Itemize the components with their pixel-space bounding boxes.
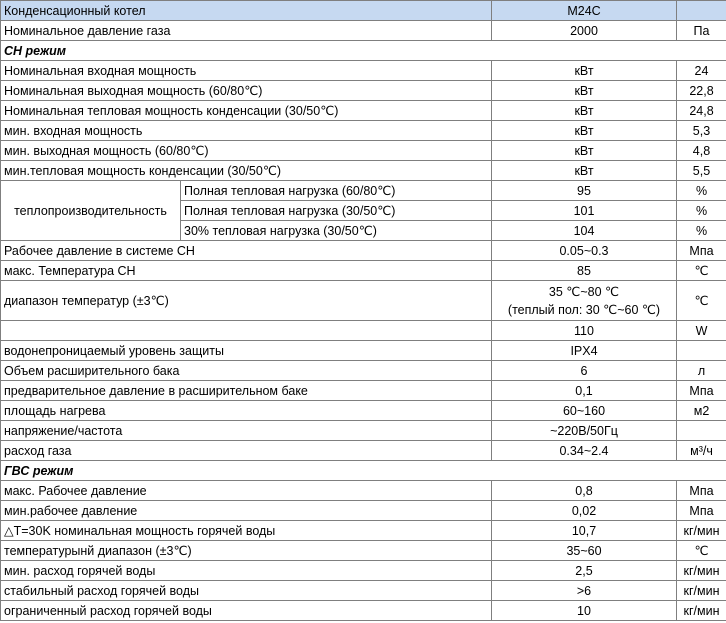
table-row [1, 441, 726, 461]
row-unit: кг/мин [677, 601, 726, 621]
row-value: 110 [492, 321, 677, 341]
row-value: 60~160 [492, 401, 677, 421]
row-unit: кВт [492, 141, 677, 161]
table-row [1, 141, 726, 161]
table-row [1, 501, 726, 521]
table-row [1, 421, 726, 441]
row-label: Номинальная выходная мощность (60/80℃) [1, 81, 492, 101]
table-row [1, 21, 726, 41]
row-label: макс. Рабочее давление [1, 481, 492, 501]
row-label: макс. Температура CH [1, 261, 492, 281]
row-unit: Па [677, 21, 726, 41]
sub-row-value: 95 [492, 181, 677, 201]
table-row [1, 81, 726, 101]
table-row [1, 181, 726, 201]
section-title-ch: CH режим [1, 41, 726, 61]
row-unit [677, 421, 726, 441]
table-row [1, 281, 726, 321]
sub-row-unit: % [677, 201, 726, 221]
table-row [1, 321, 726, 341]
table-row [1, 241, 726, 261]
row-value: IPX4 [492, 341, 677, 361]
row-label: мин.рабочее давление [1, 501, 492, 521]
row-unit: Mпа [677, 241, 726, 261]
table-row [1, 381, 726, 401]
row-label: диапазон температур (±3℃) [1, 281, 492, 321]
row-label: Номинальное давление газа [1, 21, 492, 41]
sub-row-unit: % [677, 181, 726, 201]
row-unit: ℃ [677, 261, 726, 281]
row-unit: кг/мин [677, 521, 726, 541]
row-unit: ℃ [677, 541, 726, 561]
table-row [1, 121, 726, 141]
table-row [1, 601, 726, 621]
row-value: 24 [677, 61, 726, 81]
row-label: мин. входная мощность [1, 121, 492, 141]
sub-row-value: 101 [492, 201, 677, 221]
row-unit: кВт [492, 81, 677, 101]
row-value: >6 [492, 581, 677, 601]
row-value: 35~60 [492, 541, 677, 561]
table-row [1, 581, 726, 601]
row-unit: кВт [492, 61, 677, 81]
row-unit: кг/мин [677, 561, 726, 581]
row-unit: кВт [492, 161, 677, 181]
row-label: предварительное давление в расширительном баке [1, 381, 492, 401]
row-value: 4,8 [677, 141, 726, 161]
productivity-label: теплопроизводительность [1, 181, 181, 241]
row-value: 2,5 [492, 561, 677, 581]
row-label: мин.тепловая мощность конденсации (30/50℃) [1, 161, 492, 181]
table-row [1, 521, 726, 541]
row-unit: Mпа [677, 381, 726, 401]
row-label: Номинальная входная мощность [1, 61, 492, 81]
table-row [1, 261, 726, 281]
row-label: Номинальная тепловая мощность конденсации (30/50℃) [1, 101, 492, 121]
row-value: 0.05~0.3 [492, 241, 677, 261]
row-label: расход газа [1, 441, 492, 461]
row-value: 10,7 [492, 521, 677, 541]
row-unit: W [677, 321, 726, 341]
row-label: мин. расход горячей воды [1, 561, 492, 581]
table-row [1, 361, 726, 381]
sub-row-value: 104 [492, 221, 677, 241]
row-label: мин. выходная мощность (60/80℃) [1, 141, 492, 161]
row-label: напряжение/частота [1, 421, 492, 441]
row-label: ограниченный расход горячей воды [1, 601, 492, 621]
table-row [1, 481, 726, 501]
row-value: 85 [492, 261, 677, 281]
header-unit-cell [677, 1, 726, 21]
sub-row-unit: % [677, 221, 726, 241]
row-unit: м2 [677, 401, 726, 421]
table-row [1, 561, 726, 581]
row-label [1, 321, 492, 341]
section-row [1, 461, 726, 481]
table-row [1, 61, 726, 81]
row-label: Рабочее давление в системе CH [1, 241, 492, 261]
table-row [1, 161, 726, 181]
table-header-row [1, 1, 726, 21]
row-value: 0,1 [492, 381, 677, 401]
row-value: 24,8 [677, 101, 726, 121]
row-label: стабильный расход горячей воды [1, 581, 492, 601]
sub-row-label: Полная тепловая нагрузка (60/80℃) [181, 181, 492, 201]
row-unit: л [677, 361, 726, 381]
row-unit: Mпа [677, 501, 726, 521]
row-unit: кВт [492, 101, 677, 121]
row-unit: кВт [492, 121, 677, 141]
sub-row-label: Полная тепловая нагрузка (30/50℃) [181, 201, 492, 221]
row-label: площадь нагрева [1, 401, 492, 421]
row-label: Объем расширительного бака [1, 361, 492, 381]
row-value: 22,8 [677, 81, 726, 101]
product-name: Конденсационный котел [1, 1, 492, 21]
row-value: 10 [492, 601, 677, 621]
row-label: △T=30K номинальная мощность горячей воды [1, 521, 492, 541]
row-value: 5,3 [677, 121, 726, 141]
row-unit: кг/мин [677, 581, 726, 601]
row-value: 6 [492, 361, 677, 381]
row-value: 0.34~2.4 [492, 441, 677, 461]
row-value: 5,5 [677, 161, 726, 181]
row-value: 0,02 [492, 501, 677, 521]
table-row [1, 341, 726, 361]
value-line-2: (теплый пол: 30 ℃~60 ℃) [507, 302, 661, 317]
row-label: температурынй диапазон (±3℃) [1, 541, 492, 561]
value-line-1: 35 ℃~80 ℃ [548, 284, 620, 299]
table-row [1, 541, 726, 561]
row-unit: ℃ [677, 281, 726, 321]
model-name: M24C [492, 1, 677, 21]
row-value: 2000 [492, 21, 677, 41]
section-title-dhw: ГВС режим [1, 461, 726, 481]
row-label: водонепроницаемый уровень защиты [1, 341, 492, 361]
section-row [1, 41, 726, 61]
row-unit [677, 341, 726, 361]
table-row [1, 401, 726, 421]
sub-row-label: 30% тепловая нагрузка (30/50℃) [181, 221, 492, 241]
row-value: ~220В/50Гц [492, 421, 677, 441]
row-unit: Mпа [677, 481, 726, 501]
row-value [492, 281, 677, 321]
table-row [1, 101, 726, 121]
row-value: 0,8 [492, 481, 677, 501]
row-unit: м³/ч [677, 441, 726, 461]
